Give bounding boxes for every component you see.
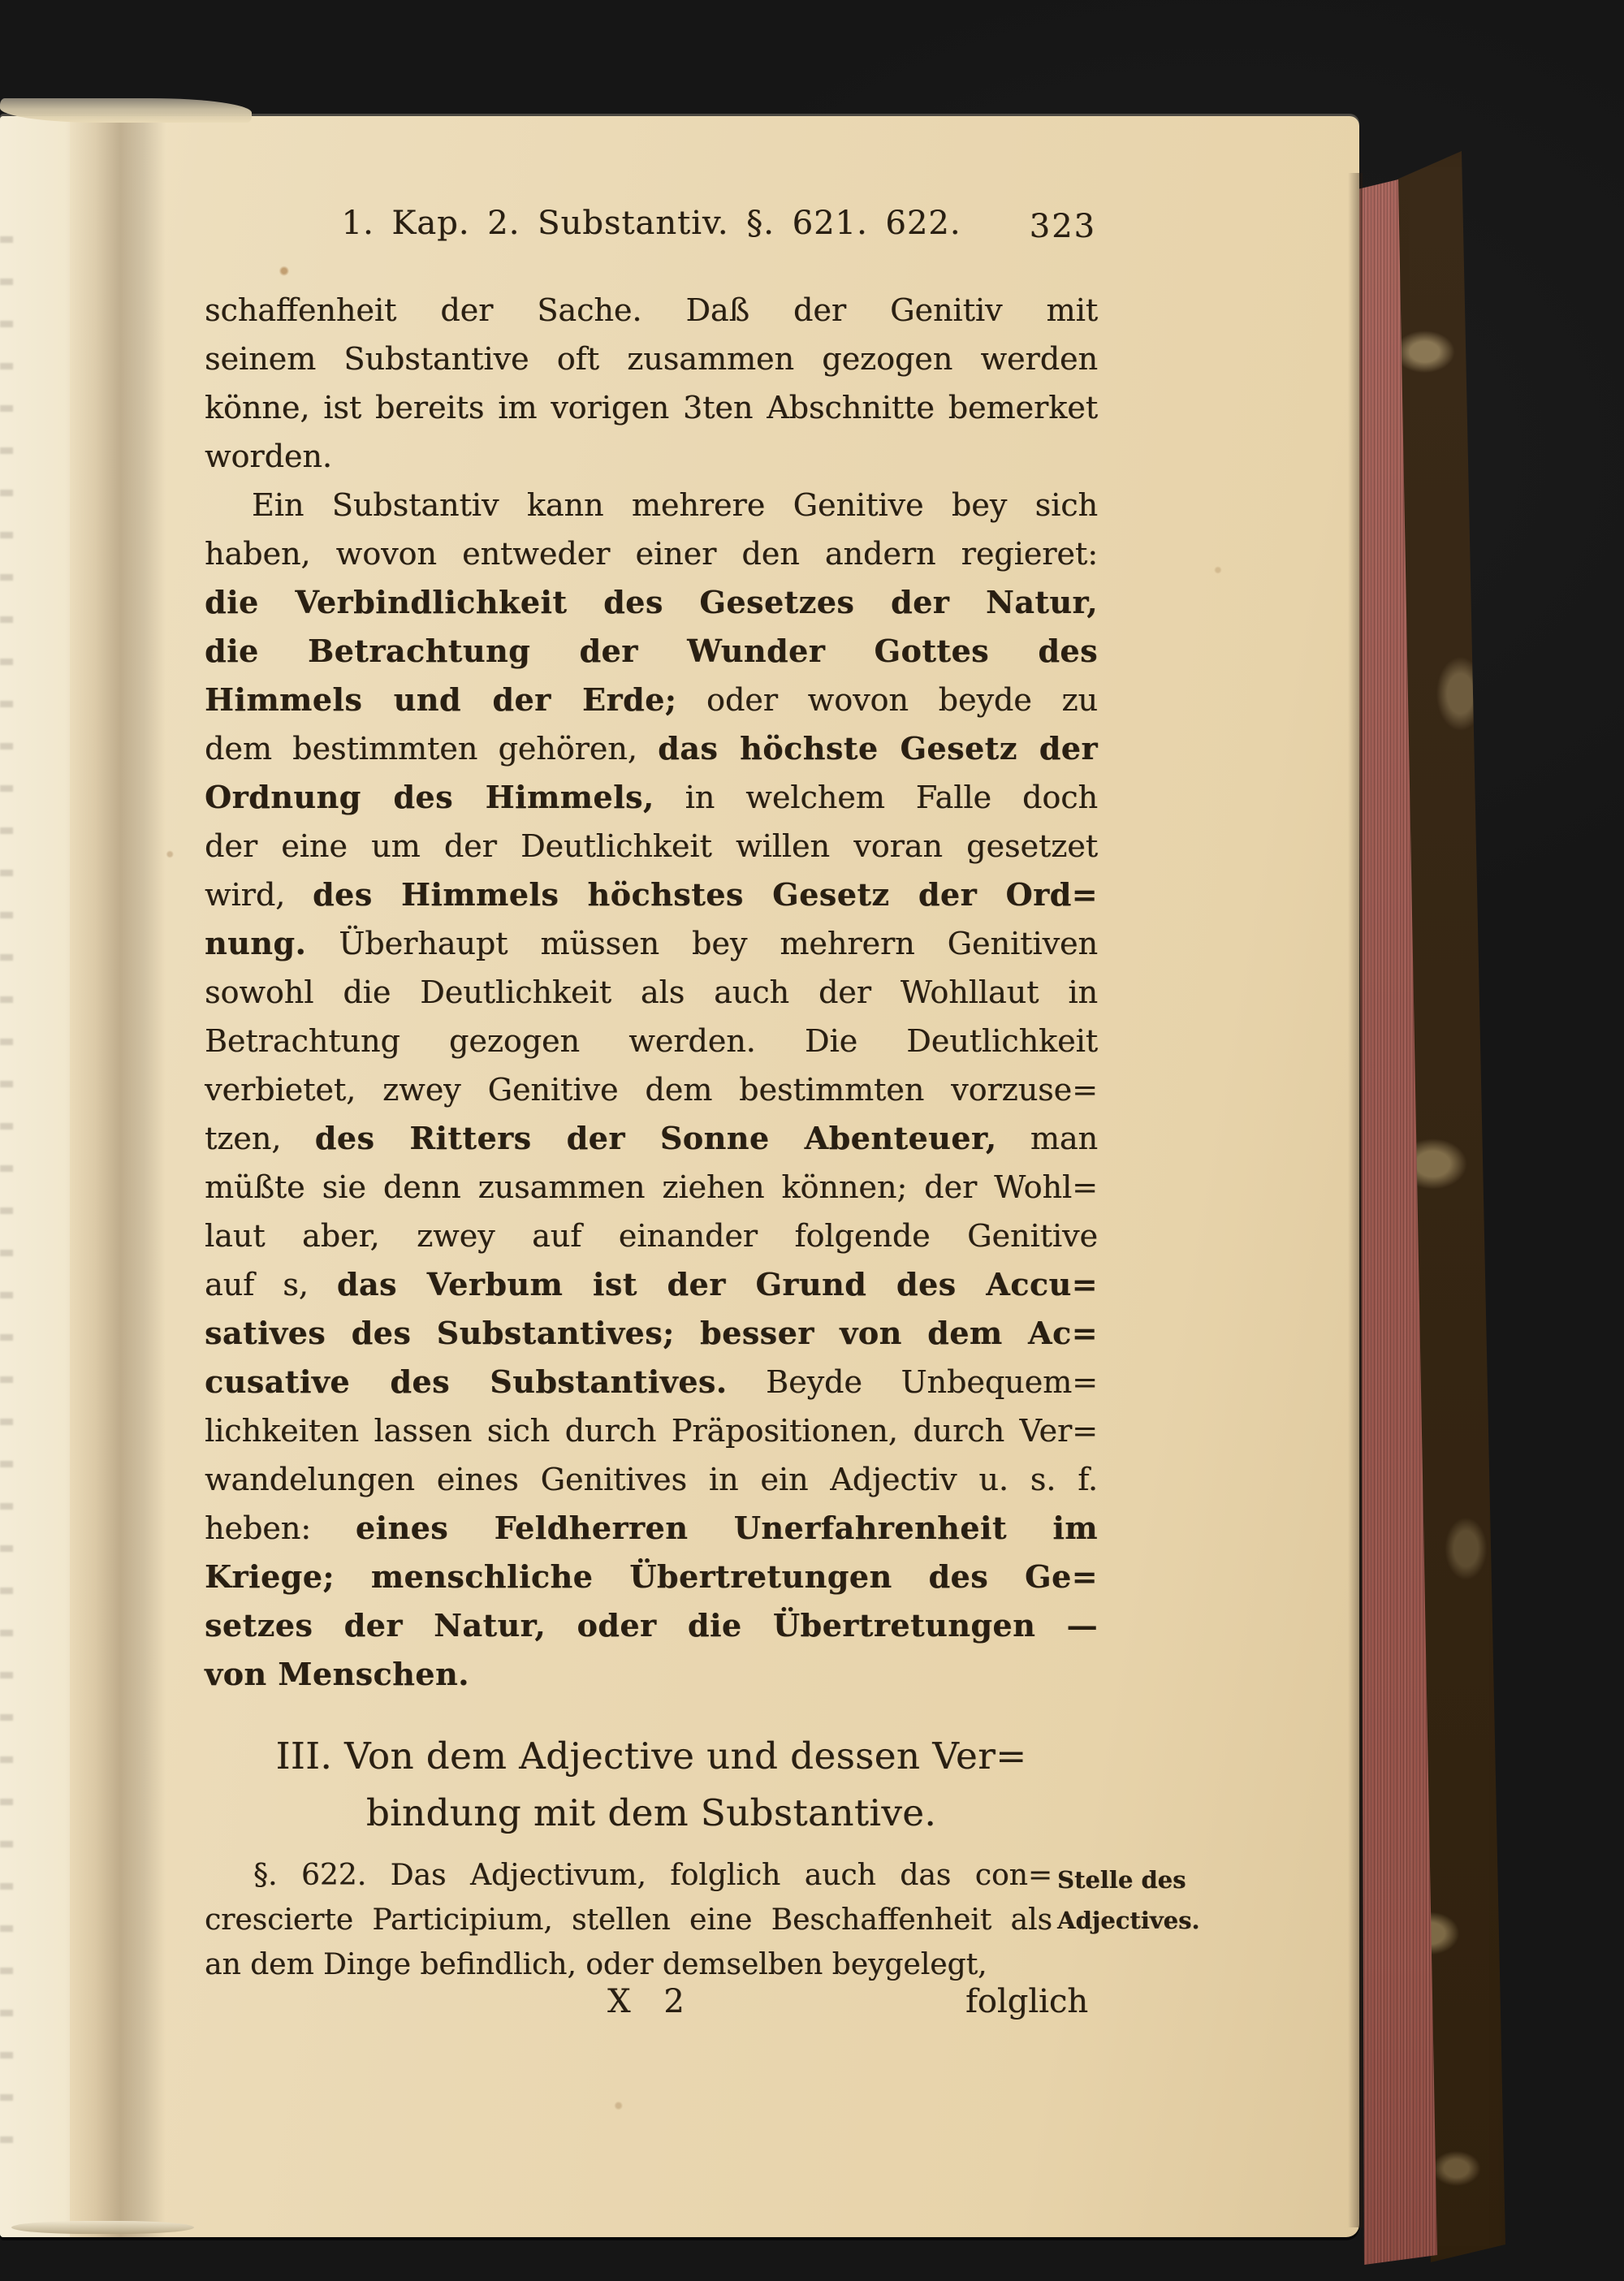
text-line (205, 1601, 1098, 1650)
text-line (205, 822, 1098, 870)
text-line (205, 1553, 1098, 1601)
text-line (205, 919, 1098, 968)
text-run: schaffenheit der Sache. Daß der Genitiv mit (205, 292, 1098, 328)
text-run: auf s, (205, 1267, 337, 1303)
text-run: crescierte Participium, stellen eine Beschaffenheit als (205, 1903, 1052, 1937)
text-run: Ein Substantiv kann mehrere Genitive bey sich (252, 487, 1098, 523)
text-line (205, 481, 1098, 529)
text-line (205, 1358, 1098, 1406)
text-run: seinem Substantive oft zusammen gezogen werden (205, 341, 1098, 377)
emphasized-text: das höchste Gesetz der (658, 730, 1098, 767)
text-line (205, 1406, 1098, 1455)
emphasized-text: Ordnung des Himmels, (205, 779, 654, 815)
page-bottom-edge (11, 2221, 194, 2234)
text-line (205, 1114, 1098, 1163)
text-line (205, 529, 1098, 578)
section-heading-line-1: III. Von dem Adjective und dessen Ver= (275, 1735, 1027, 1778)
text-line (205, 1455, 1098, 1504)
text-line (205, 1065, 1098, 1114)
body-text (205, 286, 1098, 1699)
text-run: sowohl die Deutlichkeit als auch der Wohllaut in (205, 974, 1098, 1010)
text-line (205, 1898, 1052, 1942)
text-run: oder wovon beyde zu (676, 682, 1098, 718)
text-line (205, 1212, 1098, 1260)
text-run: müßte sie denn zusammen ziehen können; der Wohl= (205, 1169, 1098, 1205)
text-run: worden. (205, 438, 332, 474)
text-run: haben, wovon entweder einer den andern regieret: (205, 536, 1098, 572)
text-run: an dem Dinge befindlich, oder demselben beygelegt, (205, 1948, 987, 1981)
text-line (205, 335, 1098, 383)
text-line (205, 1163, 1098, 1212)
page-header (205, 205, 1098, 245)
emphasized-text: nung. (205, 925, 307, 961)
text-run: Überhaupt müssen bey mehrern Genitiven (306, 926, 1098, 961)
emphasized-text: satives des Substantives; besser von dem Ac= (205, 1315, 1098, 1351)
emphasized-text: Kriege; menschliche Übertretungen des Ge= (205, 1558, 1098, 1595)
emphasized-text: die Betrachtung der Wunder Gottes des (205, 633, 1098, 669)
text-run: könne, ist bereits im vorigen 3ten Abschnitte bemerket (205, 390, 1098, 426)
text-line (205, 627, 1098, 676)
text-run: man (996, 1121, 1098, 1156)
text-line (205, 1260, 1098, 1309)
text-line (205, 724, 1098, 773)
page-footer (205, 1983, 1098, 2032)
page-number: 323 (1029, 208, 1096, 245)
section-heading (205, 1728, 1098, 1842)
text-line (205, 968, 1098, 1017)
text-run: der eine um der Deutlichkeit willen voran gesetzet (205, 828, 1098, 864)
text-line (205, 578, 1098, 627)
ink-bleed-marks (0, 201, 13, 2152)
text-line (205, 1650, 1098, 1699)
text-line (205, 870, 1098, 919)
text-line (205, 676, 1098, 724)
emphasized-text: des Himmels höchstes Gesetz der Ord= (312, 876, 1099, 913)
text-run: dem bestimmten gehören, (205, 731, 659, 767)
text-run: lichkeiten lassen sich durch Präpositionen, durch Ver= (205, 1413, 1098, 1449)
text-run: in welchem Falle doch (654, 780, 1098, 815)
book-page (0, 116, 1359, 2237)
emphasized-text: von Menschen. (205, 1656, 469, 1692)
text-line (205, 1017, 1098, 1065)
text-line (205, 432, 1098, 481)
text-line (205, 1309, 1098, 1358)
text-line (205, 1942, 1052, 1987)
text-run: §. 622. Das Adjectivum, folglich auch das con= (253, 1859, 1052, 1892)
emphasized-text: setzes der Natur, oder die Übertretungen — (205, 1607, 1098, 1644)
section-heading-line-2: bindung mit dem Substantive. (365, 1791, 937, 1834)
margin-note (1057, 1860, 1203, 1941)
text-run: Betrachtung gezogen werden. Die Deutlichkeit (205, 1023, 1098, 1059)
text-run: laut aber, zwey auf einander folgende Genitive (205, 1218, 1098, 1254)
text-run: tzen, (205, 1121, 315, 1156)
text-line (205, 773, 1098, 822)
text-line (205, 383, 1098, 432)
paragraph-622 (205, 1853, 1052, 1987)
text-line (205, 1853, 1052, 1898)
emphasized-text: das Verbum ist der Grund des Accu= (336, 1266, 1098, 1303)
emphasized-text: die Verbindlichkeit des Gesetzes der Natur, (205, 584, 1098, 620)
text-run: Beyde Unbequem= (727, 1364, 1098, 1400)
text-run: heben: (205, 1510, 356, 1546)
page-edge-shadow (1348, 173, 1363, 2227)
text-line (205, 286, 1098, 335)
page-top-edge (0, 98, 252, 123)
emphasized-text: Himmels und der Erde; (205, 681, 677, 718)
margin-note-line-2: Adjectives. (1057, 1907, 1200, 1934)
margin-note-line-1: Stelle des (1057, 1866, 1186, 1894)
emphasized-text: eines Feldherren Unerfahrenheit im (355, 1510, 1098, 1546)
catchword: folglich (965, 1983, 1088, 2020)
emphasized-text: cusative des Substantives. (205, 1363, 728, 1400)
signature-mark: X 2 (607, 1983, 696, 2020)
text-run: verbietet, zwey Genitive dem bestimmten vorzuse= (205, 1072, 1098, 1108)
text-line (205, 1504, 1098, 1553)
gutter-shadow (65, 116, 166, 2237)
text-run: wird, (205, 877, 313, 913)
emphasized-text: des Ritters der Sonne Abenteuer, (314, 1120, 997, 1156)
running-title: 1. Kap. 2. Substantiv. §. 621. 622. (341, 205, 961, 242)
text-run: wandelungen eines Genitives in ein Adjectiv u. s. f. (205, 1462, 1098, 1497)
